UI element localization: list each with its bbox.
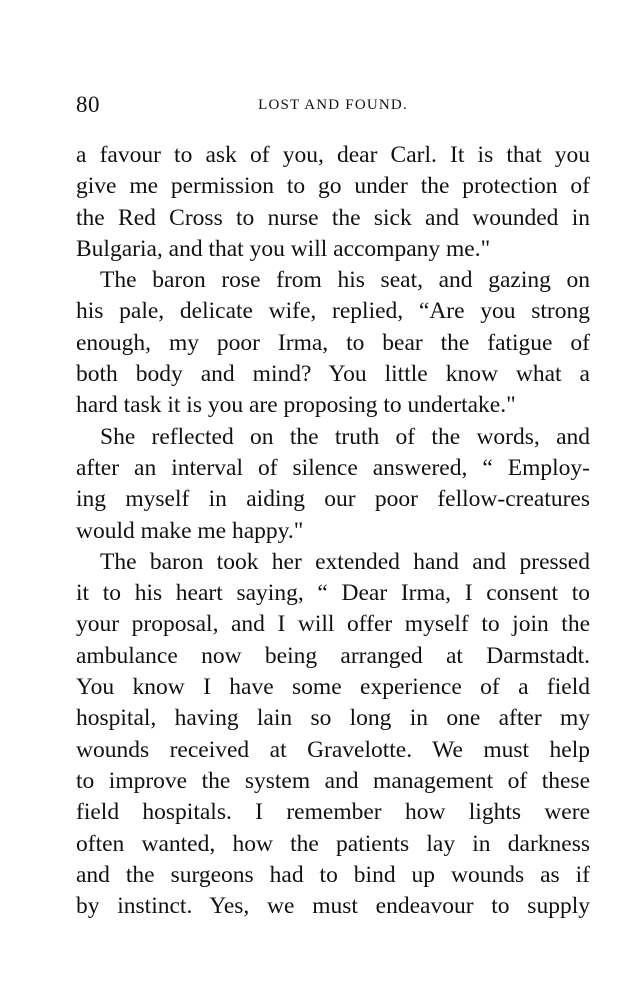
text-line: She reflected on the truth of the words, and bbox=[100, 423, 590, 450]
text-line: enough, my poor Irma, to bear the fatigue of bbox=[76, 329, 590, 356]
running-title: LOST AND FOUND. bbox=[258, 97, 408, 113]
text-line: the Red Cross to nurse the sick and wounded in bbox=[76, 204, 590, 231]
text-line: field hospitals. I remember how lights were bbox=[76, 799, 590, 826]
text-line: hard task it is you are proposing to undertake." bbox=[76, 392, 516, 419]
text-line: his pale, delicate wife, replied, “Are you strong bbox=[76, 298, 590, 325]
text-line: your proposal, and I will offer myself to join the bbox=[76, 611, 590, 638]
text-line: it to his heart saying, “ Dear Irma, I consent to bbox=[76, 580, 590, 607]
text-line: The baron took her extended hand and pressed bbox=[100, 548, 590, 575]
text-line: Bulgaria, and that you will accompany me." bbox=[76, 235, 491, 262]
text-line: to improve the system and management of these bbox=[76, 767, 590, 794]
text-line: The baron rose from his seat, and gazing on bbox=[100, 267, 590, 294]
text-line: often wanted, how the patients lay in darkness bbox=[76, 830, 590, 857]
text-line: You know I have some experience of a field bbox=[76, 674, 590, 701]
text-line: by instinct. Yes, we must endeavour to supply bbox=[76, 893, 590, 920]
body-text bbox=[76, 140, 590, 922]
text-line: ambulance now being arranged at Darmstadt. bbox=[76, 642, 590, 669]
text-line: a favour to ask of you, dear Carl. It is that you bbox=[76, 142, 590, 168]
text-line: after an interval of silence answered, “ Employ- bbox=[76, 454, 590, 481]
text-line: both body and mind? You little know what a bbox=[76, 361, 590, 388]
text-line: ing myself in aiding our poor fellow-creatures bbox=[76, 486, 590, 513]
text-line: would make me happy." bbox=[76, 517, 304, 544]
text-line: give me permission to go under the protection of bbox=[76, 173, 590, 200]
text-line: wounds received at Gravelotte. We must help bbox=[76, 736, 590, 763]
text-line: and the surgeons had to bind up wounds as if bbox=[76, 861, 590, 888]
text-line: hospital, having lain so long in one after my bbox=[76, 705, 590, 732]
page-header bbox=[76, 92, 590, 122]
page-number: 80 bbox=[76, 92, 100, 117]
